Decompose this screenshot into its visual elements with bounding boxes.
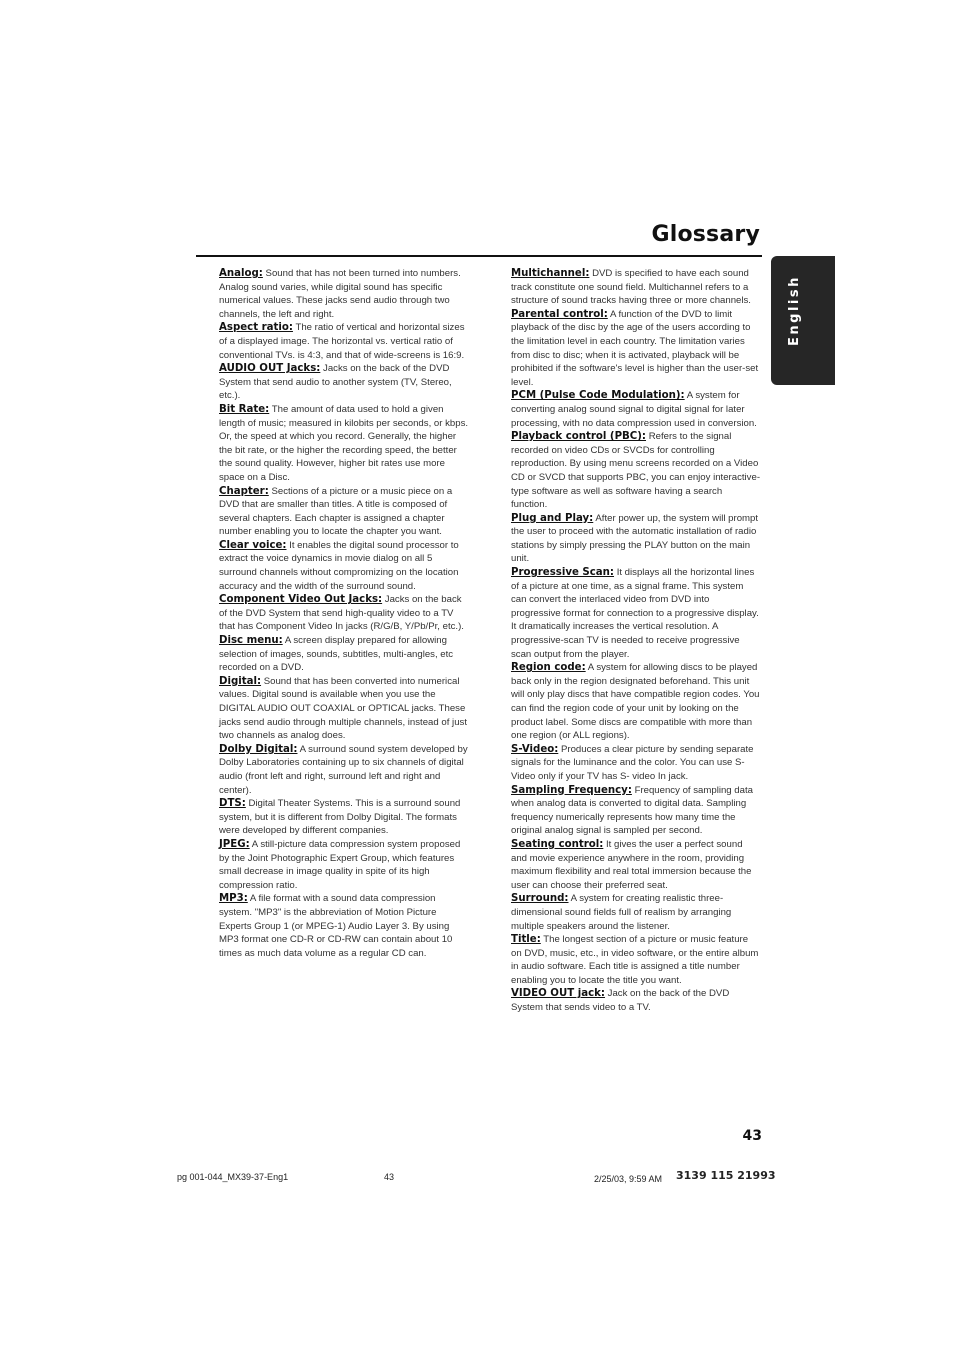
glossary-term: VIDEO OUT jack: bbox=[511, 988, 605, 1000]
glossary-term: Disc menu: bbox=[219, 635, 283, 647]
glossary-term: AUDIO OUT Jacks: bbox=[219, 363, 321, 375]
glossary-term: Surround: bbox=[511, 893, 569, 905]
glossary-term: Dolby Digital: bbox=[219, 743, 298, 755]
glossary-term: Seating control: bbox=[511, 838, 604, 850]
glossary-entry bbox=[219, 675, 469, 743]
glossary-entry bbox=[511, 933, 761, 987]
glossary-definition: Sections of a picture or a music piece on a DVD that are smaller than titles. A title is composed of several chapters. Each chapter is assigned a chapter number enabling you to locate the chapter you want. bbox=[219, 485, 453, 538]
glossary-definition: Sound that has not been turned into numbers. Analog sound varies, while digital sound has specific numerical values. These jacks send audio through two channels, the left and right. bbox=[219, 268, 461, 320]
glossary-definition: A function of the DVD to limit playback of the disc by the age of the users according to the limitation level in each country. The limitation varies from disc to disc; when it is activated, playback will be prohibited if the software's level is higher than the user-set level. bbox=[511, 308, 759, 388]
language-tab-label: English bbox=[787, 275, 802, 346]
glossary-definition: Jacks on the back of the DVD System that send audio to another system (TV, Stereo, etc.). bbox=[219, 363, 452, 402]
glossary-definition: A surround sound system developed by Dolby Laboratories containing up to six channels of digital audio (front left and right, surround left and right and center). bbox=[219, 743, 468, 796]
glossary-term: Chapter: bbox=[219, 485, 269, 497]
glossary-definition: A system for creating realistic three-dimensional sound fields full of realism by arranging multiple speakers around the listener. bbox=[511, 893, 732, 932]
glossary-entry bbox=[219, 743, 469, 797]
glossary-entry bbox=[219, 838, 469, 892]
glossary-definition: The amount of data used to hold a given length of music; measured in kilobits per seconds, or kbps. Or, the speed at which you record. Generally, the higher the bit rate, or the higher the recording speed, the better the sound quality. However, higher bit rates use more space on a Disc. bbox=[219, 403, 469, 483]
glossary-entry bbox=[219, 485, 469, 539]
glossary-entry bbox=[511, 784, 761, 838]
glossary-definition: A system for allowing discs to be played back only in the region designated beforehand. This unit will only play discs that have compatible region codes. You can find the region code of your unit by looking on the product label. Some discs are compatible with more than one region (or ALL regions). bbox=[511, 662, 760, 742]
glossary-term: Clear voice: bbox=[219, 539, 287, 551]
glossary-term: Multichannel: bbox=[511, 268, 590, 279]
glossary-definition: Frequency of sampling data when analog data is converted to digital data. Sampling frequency numerically represents how many time the original analog signal is sampled per second. bbox=[511, 784, 753, 837]
glossary-term: S-Video: bbox=[511, 743, 559, 755]
glossary-definition: The longest section of a picture or music feature on DVD, music, etc., in video software, or the entire album in audio software. Each title is assigned a title number enabling you to locate the title you want. bbox=[511, 934, 759, 986]
glossary-entry bbox=[219, 593, 469, 634]
glossary-term: Plug and Play: bbox=[511, 512, 594, 524]
glossary-term: Sampling Frequency: bbox=[511, 784, 632, 796]
glossary-entry bbox=[219, 403, 469, 485]
glossary-term: JPEG: bbox=[219, 838, 250, 850]
glossary-entry bbox=[511, 430, 761, 512]
footer-page: 43 bbox=[384, 1172, 395, 1182]
glossary-term: Bit Rate: bbox=[219, 403, 270, 415]
glossary-definition: The ratio of vertical and horizontal sizes of a displayed image. The horizontal vs. vertical ratio of conventional TVs. is 4:3, and that of wide-screens is 16:9. bbox=[219, 322, 465, 361]
glossary-entry bbox=[511, 267, 761, 308]
glossary-term: Digital: bbox=[219, 675, 262, 687]
glossary-term: Playback control (PBC): bbox=[511, 431, 647, 443]
footer-filename: pg 001-044_MX39-37-Eng1 bbox=[177, 1172, 289, 1182]
glossary-entry bbox=[219, 634, 469, 675]
glossary-entry bbox=[511, 661, 761, 743]
glossary-entry bbox=[219, 539, 469, 593]
glossary-definition: A file format with a sound data compression system. "MP3" is the abbreviation of Motion Picture Experts Group 1 (or MPEG-1) Audio Layer 3. By using MP3 format one CD-R or CD-RW can contain about 10 times as much data volume as a regular CD can. bbox=[219, 893, 453, 959]
glossary-entry bbox=[511, 987, 761, 1014]
glossary-definition: Jack on the back of the DVD System that sends video to a TV. bbox=[511, 988, 730, 1014]
glossary-term: Progressive Scan: bbox=[511, 567, 615, 579]
glossary-term: Aspect ratio: bbox=[219, 322, 293, 334]
glossary-definition: It gives the user a perfect sound and movie experience anywhere in the room, providing maximum flexibility and real total immersion because the user can choose their preferred seat. bbox=[511, 838, 752, 891]
glossary-definition: A system for converting analog sound signal to digital signal for later processing, with no data compression used in conversion. bbox=[511, 390, 757, 429]
glossary-term: Analog: bbox=[219, 268, 263, 279]
glossary-entry bbox=[219, 362, 469, 403]
glossary-definition: A screen display prepared for allowing selection of images, sounds, subtitles, multi-angles, etc recorded on a DVD. bbox=[219, 635, 454, 674]
glossary-definition: Produces a clear picture by sending separate signals for the luminance and the color. You can use S-Video only if your TV has S- video In jack. bbox=[511, 743, 754, 782]
header-rule bbox=[196, 255, 762, 257]
glossary-term: PCM (Pulse Code Modulation): bbox=[511, 390, 685, 402]
glossary-definition: Refers to the signal recorded on video CDs or SVCDs for controlling reproduction. By using menu screens recorded on a Video CD or SVCD that supports PBC, you can enjoy interactive-type software as well as software having a search function. bbox=[511, 431, 761, 511]
glossary-definition: It enables the digital sound processor to extract the voice dynamics in movie dialog on all 5 surround channels without compromizing on the location accuracy and the width of the surround sound. bbox=[219, 539, 459, 592]
page-number: 43 bbox=[742, 1128, 762, 1144]
glossary-left-column bbox=[219, 267, 469, 960]
glossary-term: Region code: bbox=[511, 662, 586, 674]
glossary-entry bbox=[511, 512, 761, 566]
footer-date: 2/25/03, 9:59 AM bbox=[594, 1174, 663, 1184]
glossary-entry bbox=[511, 743, 761, 784]
glossary-definition: DVD is specified to have each sound track constitute one sound field. Multichannel refers to a structure of sound tracks having three or more channels. bbox=[511, 268, 751, 307]
glossary-term: DTS: bbox=[219, 798, 246, 810]
glossary-term: MP3: bbox=[219, 893, 248, 905]
glossary-entry bbox=[511, 892, 761, 933]
footer-product-code: 3139 115 21993 bbox=[676, 1169, 776, 1182]
glossary-entry bbox=[219, 267, 469, 321]
language-tab bbox=[771, 256, 835, 385]
glossary-entry bbox=[219, 321, 469, 362]
glossary-definition: Sound that has been converted into numerical values. Digital sound is available when you use the DIGITAL AUDIO OUT COAXIAL or OPTICAL jacks. These jacks send audio through multiple channels, instead of just two channels as analog does. bbox=[219, 675, 467, 742]
glossary-entry bbox=[511, 566, 761, 661]
glossary-definition: A still-picture data compression system proposed by the Joint Photographic Expert Group, which features small decrease in image quality in spite of its high compression ratio. bbox=[219, 838, 461, 891]
glossary-right-column bbox=[511, 267, 761, 1015]
page-title: Glossary bbox=[651, 222, 760, 247]
glossary-entry bbox=[219, 797, 469, 838]
glossary-definition: After power up, the system will prompt the user to proceed with the automatic installation of radio stations by simply pressing the PLAY button on the main unit. bbox=[511, 512, 759, 565]
glossary-entry bbox=[219, 892, 469, 960]
glossary-entry bbox=[511, 838, 761, 892]
glossary-definition: Digital Theater Systems. This is a surround sound system, but it is different from Dolby Digital. The formats were developed by different companies. bbox=[219, 798, 461, 837]
glossary-term: Title: bbox=[511, 934, 541, 946]
glossary-definition: Jacks on the back of the DVD System that send high-quality video to a TV that has Component Video In jacks (R/G/B, Y/Pb/Pr, etc.). bbox=[219, 594, 464, 633]
glossary-term: Component Video Out Jacks: bbox=[219, 594, 383, 606]
glossary-term: Parental control: bbox=[511, 308, 608, 320]
glossary-definition: It displays all the horizontal lines of a picture at one time, as a signal frame. This system can convert the interlaced video from DVD into progressive format for connection to a progressive display. It dramatically increases the vertical resolution. A progressive-scan TV is needed to receive progressive scan output from the player. bbox=[511, 567, 759, 660]
glossary-entry bbox=[511, 308, 761, 390]
glossary-entry bbox=[511, 389, 761, 430]
